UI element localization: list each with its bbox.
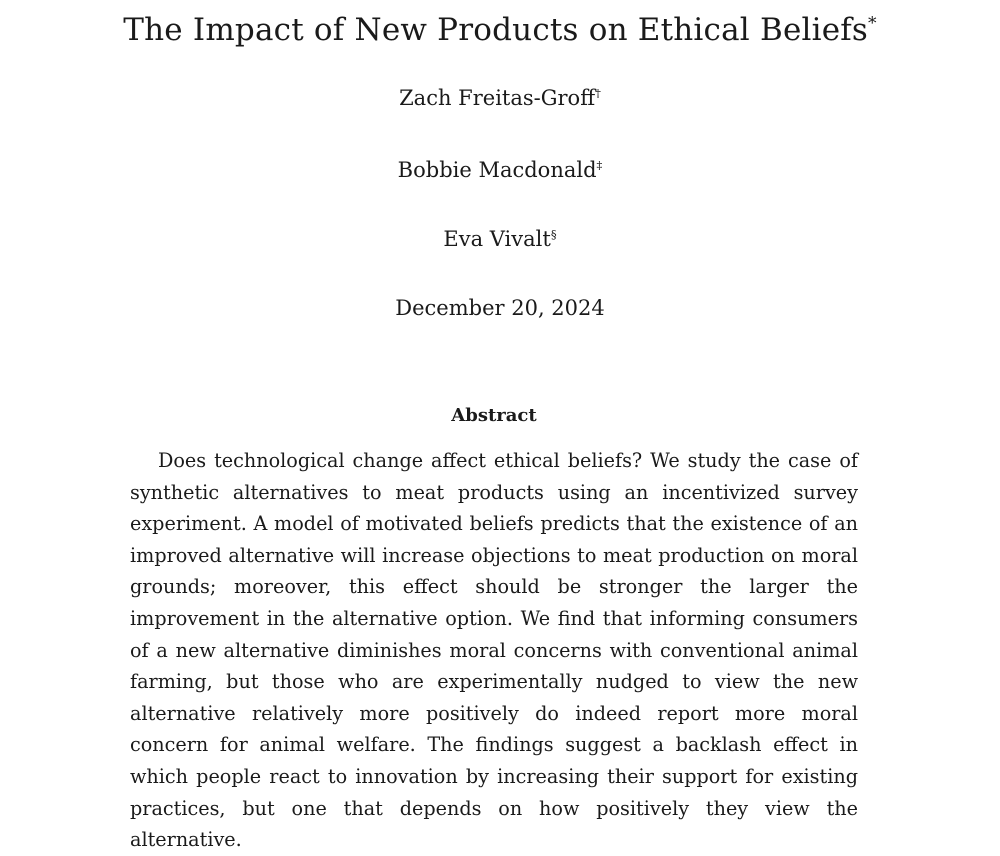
author-name: Eva Vivalt bbox=[443, 227, 551, 251]
paper-title-text: The Impact of New Products on Ethical Beliefs bbox=[123, 12, 869, 48]
author-footnote-mark: † bbox=[595, 86, 601, 100]
paper-date: December 20, 2024 bbox=[395, 296, 605, 320]
author-name: Bobbie Macdonald bbox=[397, 158, 597, 182]
paper-title bbox=[0, 12, 1000, 48]
author-footnote-mark: § bbox=[550, 227, 557, 241]
author-footnote-mark: ‡ bbox=[596, 158, 603, 172]
abstract-body: Does technological change affect ethical beliefs? We study the case of synthetic alternatives to meat products using an incentivized survey experiment. A model of motivated beliefs predicts that the existence of an improved alternative will increase objections to meat production on moral grounds; moreover, this effect should be stronger the larger the improvement in the alternative option. We find that informing consumers of a new alternative diminishes moral concerns with conventional animal farming, but those who are experimentally nudged to view the new alternative relatively more positively do indeed report more moral concern for animal welfare. The findings suggest a backlash effect in which people react to innovation by increasing their support for existing practices, but one that depends on how positively they view the alternative. bbox=[130, 449, 858, 852]
abstract-heading: Abstract bbox=[451, 405, 537, 426]
author-1 bbox=[0, 86, 1000, 110]
title-footnote-mark: * bbox=[868, 13, 877, 34]
author-3 bbox=[0, 227, 1000, 251]
author-name: Zach Freitas-Groff bbox=[399, 86, 596, 110]
author-2 bbox=[0, 158, 1000, 182]
